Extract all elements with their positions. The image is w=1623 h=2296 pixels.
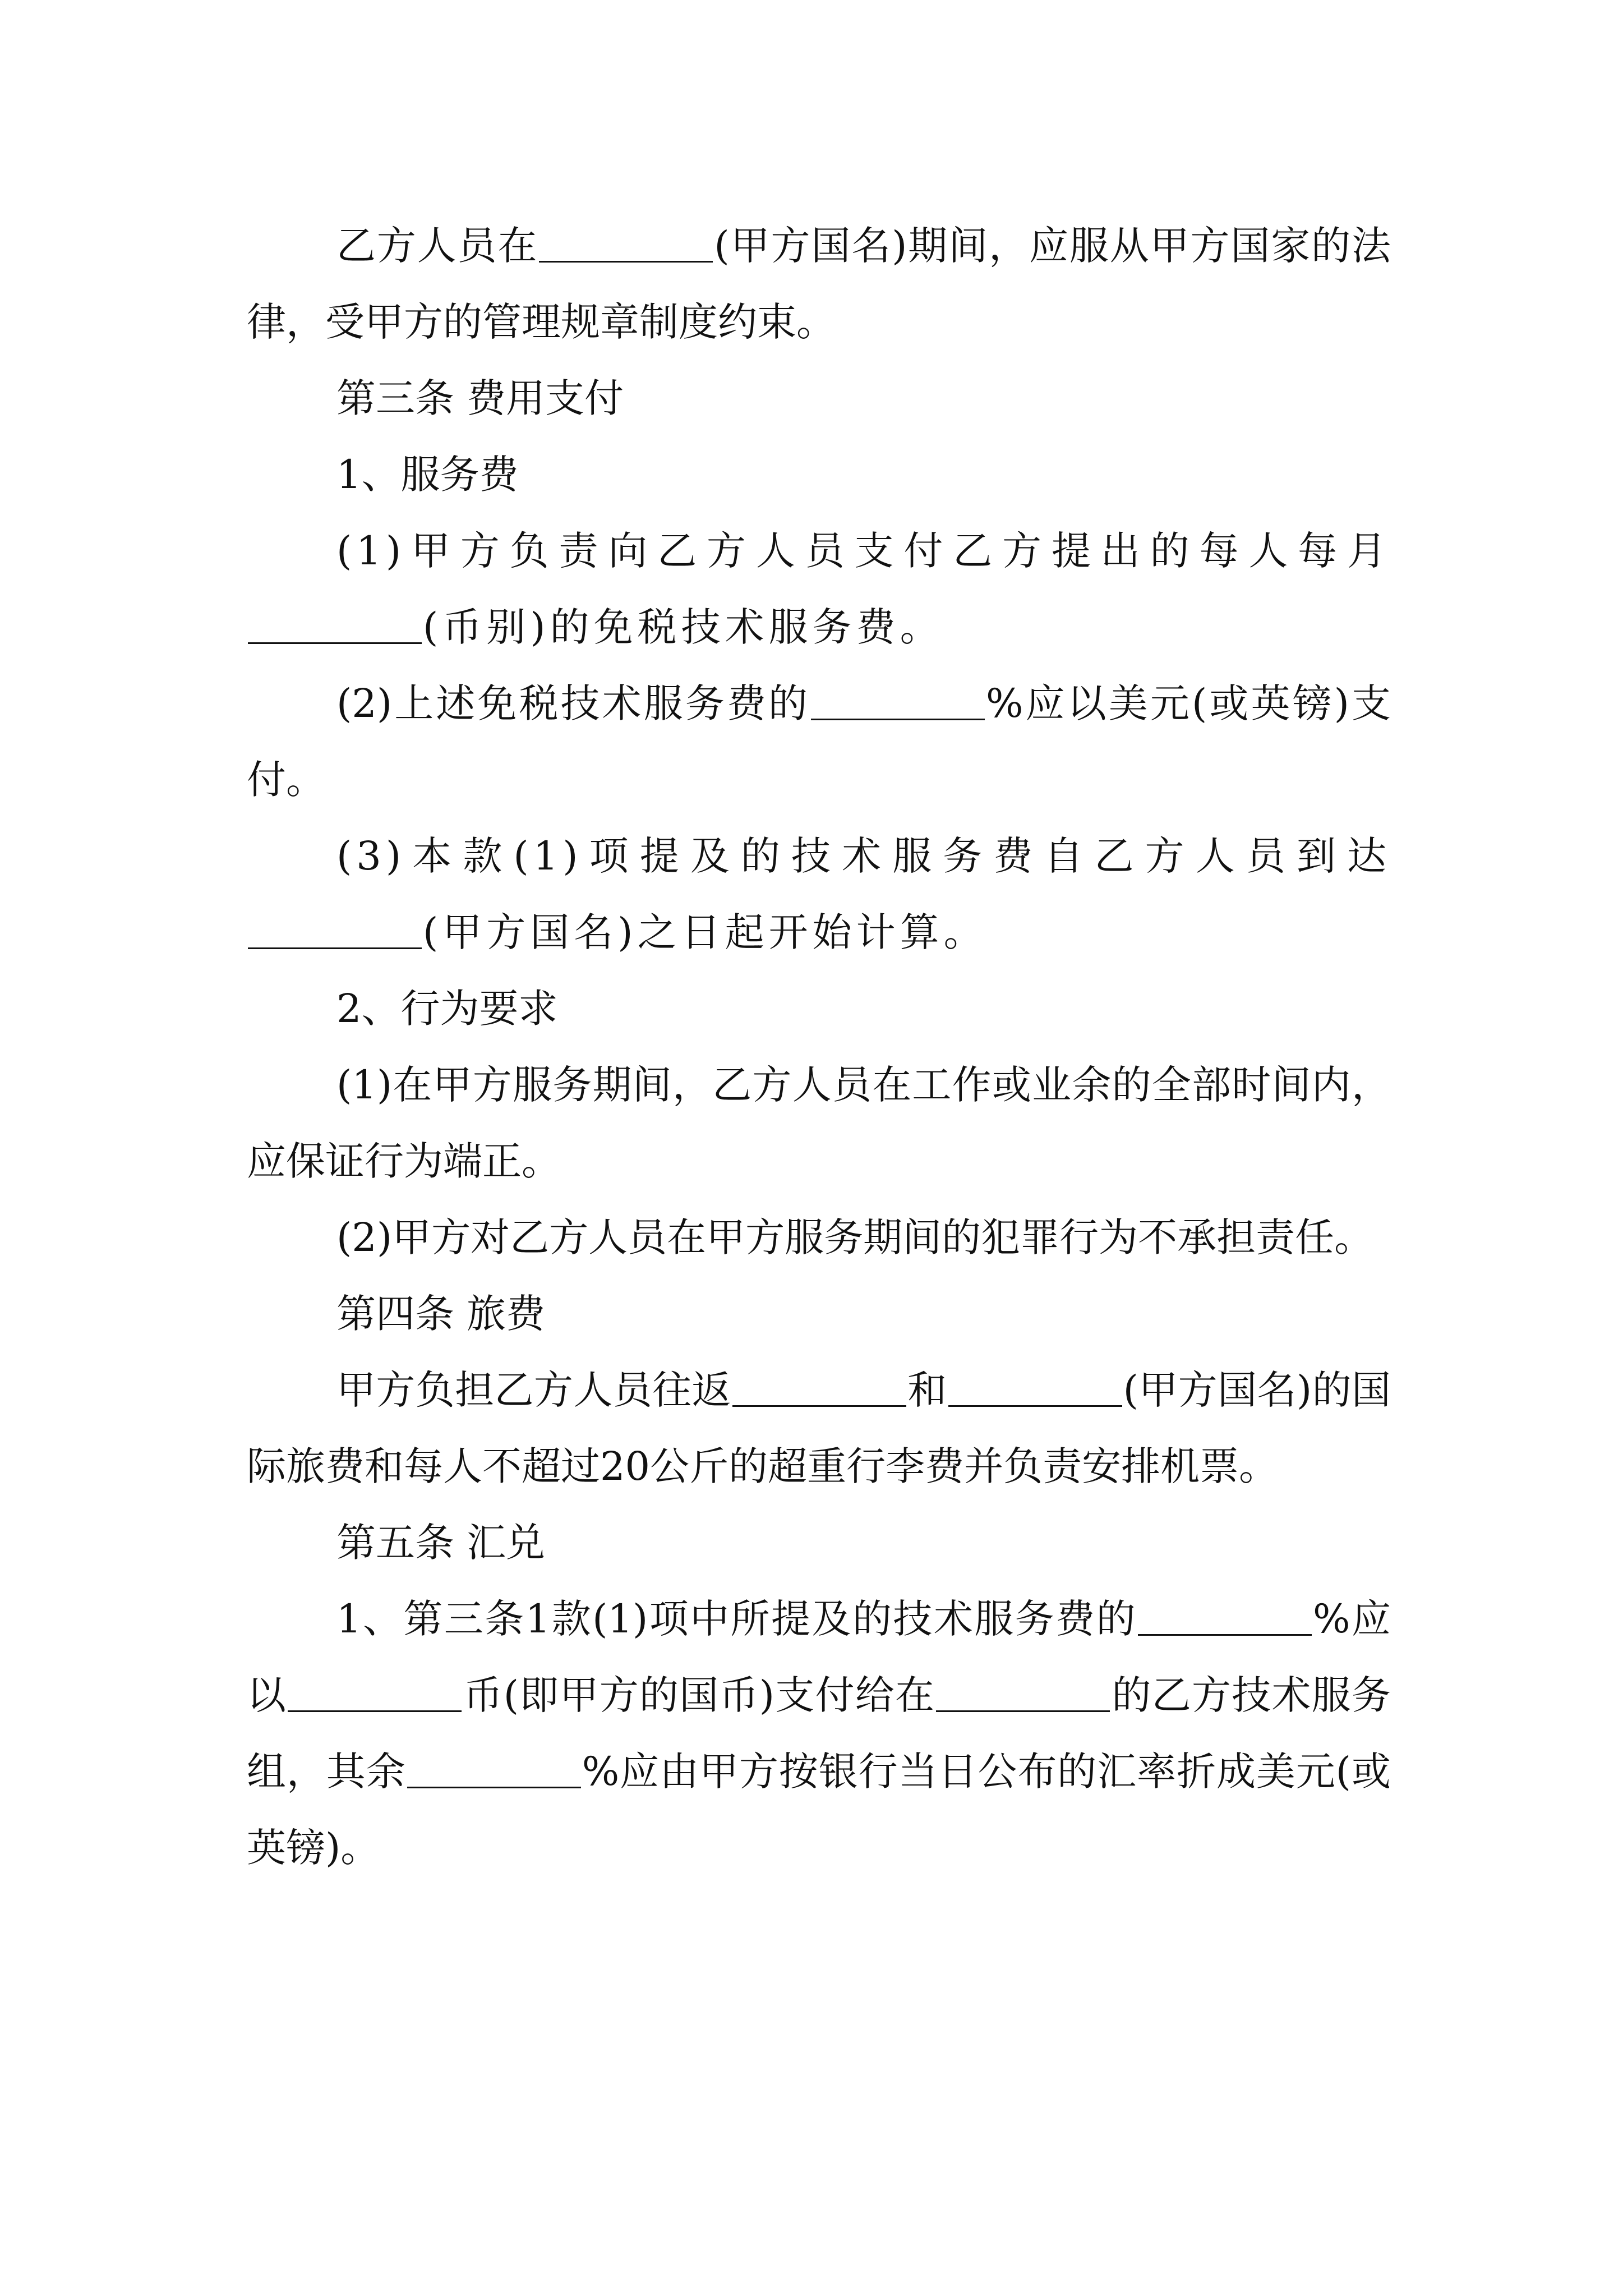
article-4-heading: 第四条 旅费 <box>336 1291 545 1337</box>
document-body <box>247 208 1391 1886</box>
paragraph-exchange: 1、第三条1款(1)项中所提及的技术服务费的 %应以 币(即甲方的国币)支付给在 的乙方技术服务组，其余 %应由甲方按银行当日公布的汇率折成美元(或英镑)。 <box>247 1596 1391 1871</box>
fill-blank <box>288 1671 462 1712</box>
paragraph-fee-item-2: (2)上述免税技术服务费的 %应以美元(或英镑)支付。 <box>247 680 1391 803</box>
paragraph-fee-item-1: (1)甲方负责向乙方人员支付乙方提出的每人每月(币别)的免税技术服务费。 <box>247 513 1391 665</box>
section-conduct: 2、行为要求 <box>336 986 558 1032</box>
fill-blank <box>948 1366 1122 1407</box>
article-3-heading: 第三条 费用支付 <box>336 375 624 421</box>
fill-blank <box>407 1747 581 1788</box>
fill-blank <box>811 679 985 720</box>
paragraph-legal-compliance: 乙方人员在 (甲方国名)期间，应服从甲方国家的法律，受甲方的管理规章制度约束。 <box>247 223 1391 345</box>
fill-blank <box>539 222 713 263</box>
paragraph-conduct-item-1: (1)在甲方服务期间，乙方人员在工作或业余的全部时间内，应保证行为端正。 <box>247 1062 1391 1184</box>
fill-blank <box>936 1671 1110 1712</box>
fill-blank <box>248 603 422 644</box>
paragraph-fee-item-3: (3)本款(1)项提及的技术服务费自乙方人员到达(甲方国名)之日起开始计算。 <box>247 818 1391 970</box>
article-5-heading: 第五条 汇兑 <box>336 1520 545 1566</box>
paragraph-conduct-item-2: (2)甲方对乙方人员在甲方服务期间的犯罪行为不承担责任。 <box>336 1214 1374 1260</box>
section-service-fee: 1、服务费 <box>336 452 519 498</box>
fill-blank <box>1138 1595 1312 1636</box>
fill-blank <box>248 908 422 949</box>
fill-blank <box>732 1366 906 1407</box>
paragraph-travel: 甲方负担乙方人员往返 和 (甲方国名)的国际旅费和每人不超过20公斤的超重行李费并负责安排机票。 <box>247 1367 1391 1489</box>
